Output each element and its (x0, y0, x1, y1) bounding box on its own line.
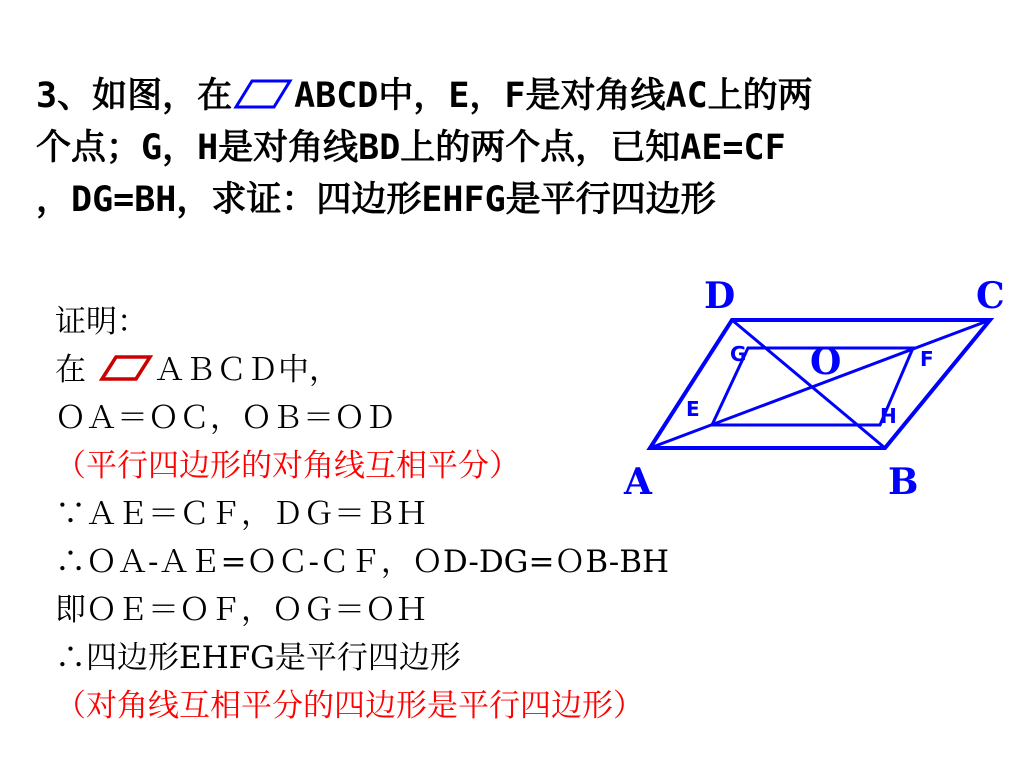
proof-line-7: ∴四边形EHFG是平行四边形 (55, 640, 461, 676)
proof-line-1-suffix: ＡＢＣＤ中， (154, 352, 340, 388)
vertex-label-c: C (976, 275, 1005, 317)
proof-reason-2: （对角线互相平分的四边形是平行四边形） (55, 688, 644, 724)
problem-line-2: 个点；G，H是对角线BD上的两个点，已知AE=CF (36, 128, 786, 168)
problem-line-1 (36, 70, 1006, 122)
proof-reason-1: （平行四边形的对角线互相平分） (55, 448, 520, 484)
proof-line-4: ∵ＡＥ＝ＣＦ，ＤＧ＝ＢＨ (55, 496, 427, 532)
proof-heading: 证明： (55, 304, 148, 340)
vertex-label-b: B (888, 461, 919, 503)
diagonal-bd (732, 320, 885, 448)
parallelogram-symbol-icon (232, 77, 294, 111)
point-label-e: E (686, 397, 700, 421)
problem-line-1-suffix: ABCD中，E，F是对角线AC上的两 (294, 76, 813, 116)
proof-line-6: 即ＯＥ＝ＯＦ，ＯＧ＝ＯＨ (55, 592, 427, 628)
proof-line-1-prefix: 在 (55, 352, 86, 388)
point-label-h: H (880, 404, 897, 428)
vertex-label-a: A (624, 461, 652, 503)
problem-statement (36, 70, 1006, 226)
vertex-label-d: D (704, 275, 736, 317)
proof-line-5: ∴ＯＡ-ＡＥ=ＯＣ-ＣＦ，ＯD-DG=ＯB-BH (55, 544, 670, 580)
problem-line-1-prefix: 3、如图，在 (36, 76, 233, 116)
parallelogram-symbol-icon (98, 353, 154, 383)
problem-line-3: ，DG=BH，求证：四边形EHFG是平行四边形 (36, 180, 716, 220)
parallelogram-figure (620, 270, 1020, 510)
center-label-o: O (810, 341, 842, 383)
proof-line-2: ＯＡ＝ＯＣ，ＯＢ＝ＯＤ (55, 400, 396, 436)
point-label-g: G (730, 342, 747, 366)
point-label-f: F (920, 347, 934, 371)
